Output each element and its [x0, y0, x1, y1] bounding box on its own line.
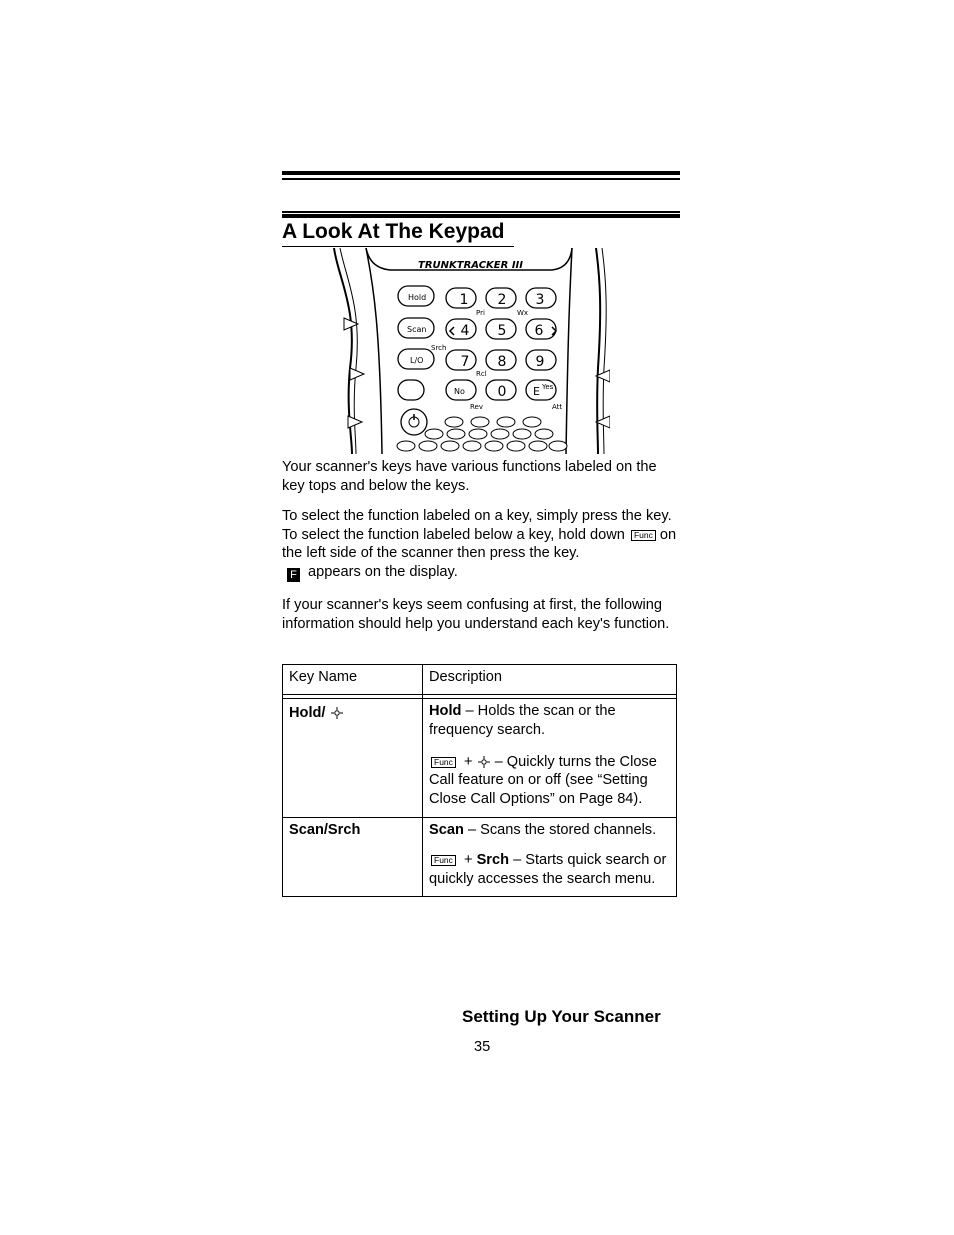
- table-row: [283, 817, 677, 896]
- intro-paragraph: Your scanner's keys have various functions labeled on the key tops and below the keys.: [282, 459, 657, 494]
- e-key-label: E: [533, 385, 540, 398]
- hold-desc-2: Func + – Quickly turns the Close Call feature on or off (see “Setting Close Call Options” on Page 84).: [429, 753, 657, 808]
- top-rule-thick: [282, 171, 680, 175]
- key-4: 4: [460, 323, 470, 339]
- key-2: 2: [497, 292, 507, 308]
- func-key-icon: Func: [631, 530, 656, 541]
- table-row: [283, 699, 677, 818]
- srch-sublabel: Srch: [431, 344, 447, 352]
- heading-underline: [282, 246, 514, 247]
- section-title: Setting Up Your Scanner: [462, 1007, 661, 1026]
- pri-sublabel: Pri: [476, 309, 485, 317]
- header-key-name: Key Name: [283, 665, 423, 695]
- top-rule-thin: [282, 178, 680, 180]
- key-1: 1: [459, 292, 469, 308]
- yes-key-label: Yes: [542, 383, 554, 391]
- key-6: 6: [534, 323, 544, 339]
- close-call-icon: [330, 705, 344, 719]
- section-rule-thick: [282, 214, 680, 218]
- close-call-icon: [477, 754, 491, 768]
- f-indicator-icon: F: [287, 568, 300, 582]
- table-header-row: [283, 665, 677, 695]
- no-key-label: No: [454, 387, 465, 396]
- page-number: 35: [474, 1039, 491, 1055]
- rev-sublabel: Rev: [470, 403, 483, 411]
- scan-key-label: Scan: [407, 325, 427, 334]
- wx-sublabel: Wx: [517, 309, 529, 317]
- rcl-sublabel: Rcl: [476, 370, 487, 378]
- header-description: Description: [423, 665, 677, 695]
- att-sublabel: Att: [552, 403, 563, 411]
- key-8: 8: [497, 354, 507, 370]
- func-key-icon: Func: [431, 757, 456, 768]
- key-3: 3: [535, 292, 545, 308]
- hold-desc-1: Hold – Holds the scan or the frequency search.: [429, 703, 616, 738]
- lo-key-label: L/O: [410, 356, 424, 365]
- key-7: 7: [460, 354, 470, 370]
- function-paragraph: To select the function labeled on a key, simply press the key. To select the function labeled below a key, hold down Func on the left side of the scanner then press the key. F appears on the display.: [282, 508, 677, 581]
- func-key-icon: Func: [431, 855, 456, 866]
- scan-desc-2: Func + Srch – Starts quick search or quickly accesses the search menu.: [429, 851, 667, 887]
- key-0: 0: [497, 384, 507, 400]
- section-rule-thin: [282, 211, 680, 213]
- key-name-hold: Hold/: [289, 705, 326, 721]
- hold-key-label: Hold: [408, 293, 427, 302]
- scan-desc-1: Scan – Scans the stored channels.: [429, 821, 657, 838]
- key-9: 9: [535, 354, 545, 370]
- key-5: 5: [497, 323, 507, 339]
- key-name-scan: Scan/Srch: [289, 821, 361, 838]
- key-table: [282, 664, 677, 897]
- help-paragraph: If your scanner's keys seem confusing at first, the following information should help you understand each key's function.: [282, 597, 670, 632]
- page-heading: A Look At The Keypad: [282, 220, 505, 243]
- keypad-illustration: [330, 248, 610, 454]
- brand-label: TRUNKTRACKER III: [418, 260, 523, 271]
